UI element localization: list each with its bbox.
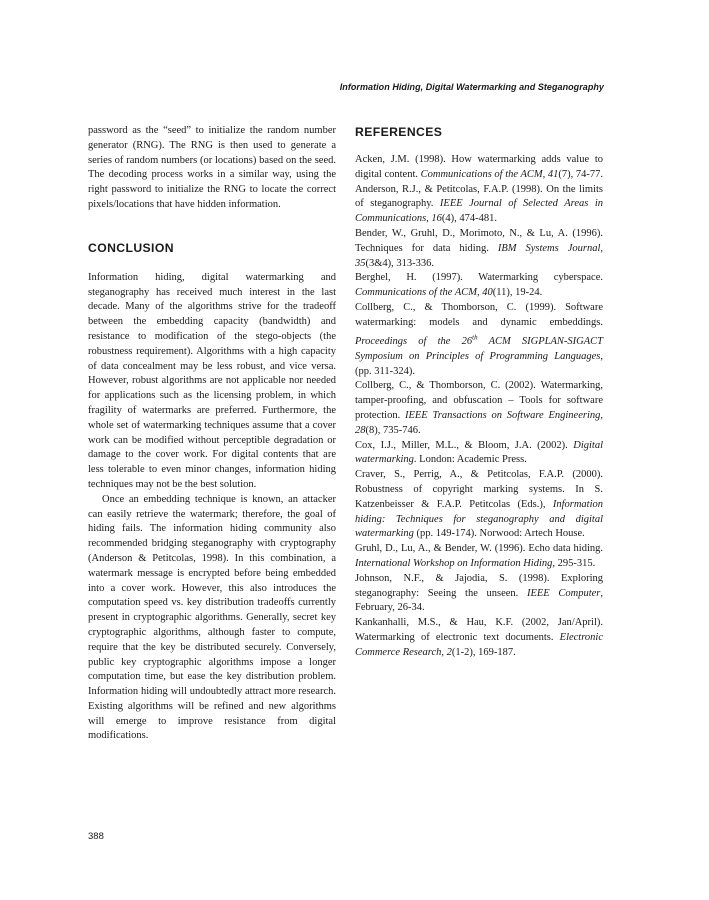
reference-source: IEEE Transactions on Software Engineering, 28 (355, 410, 603, 436)
reference-details: , (pp. 311-324). (355, 350, 603, 377)
references-heading: REFERENCES (355, 125, 443, 139)
reference-details: (7), 74-77. (558, 168, 604, 180)
reference-details: (pp. 149-174). Norwood: Artech House. (413, 528, 585, 540)
reference-authors-title: Collberg, C., & Thomborson, C. (1999). Software watermarking: models and dynamic embeddings. (355, 301, 603, 328)
page-number: 388 (88, 831, 104, 842)
reference-source: Proceedings of the 26th ACM SIGPLAN-SIGACT Symposium on Principles of Programming Languages (355, 333, 603, 362)
ordinal-suffix: th (472, 333, 478, 342)
reference-details: (11), 19-24. (492, 287, 543, 299)
reference-source: Digital watermarking (355, 439, 603, 466)
conclusion-heading: CONCLUSION (88, 240, 174, 255)
reference-authors-title: Collberg, C., & Thomborson, C. (2002). Watermarking, tamper-proofing, and obfuscation – Tools for software protection. (355, 380, 603, 422)
reference-entry (355, 183, 603, 227)
intro-paragraph: password as the “seed” to initialize the random number generator (RNG). The RNG is then used to generate a series of random numbers (or locations) based on the seed. The decoding process works in a similar way, using the right password to initialize the RNG to locate the correct pixels/locations that have hidden information. (88, 125, 336, 210)
reference-source: Communications of the ACM, 40 (355, 287, 493, 299)
left-column (88, 124, 336, 744)
reference-entry (355, 572, 603, 616)
reference-authors-title: Cox, I.J., Miller, M.L., & Bloom, J.A. (2002). (355, 439, 574, 451)
reference-authors-title: Gruhl, D., Lu, A., & Bender, W. (1996). Echo data hiding. (355, 543, 603, 555)
reference-details: , 295-315. (552, 558, 596, 570)
reference-entry (355, 271, 603, 301)
reference-source: IEEE Computer (526, 587, 601, 599)
conclusion-paragraph-2: Once an embedding technique is known, an attacker can easily retrieve the watermark; therefore, the goal of hiding fails. The information hiding community also recommended bridging steganography with cryptography (Anderson & Petitcolas, 1998). In this combination, a watermark message is encrypted before being embedded into a cover work. However, this also introduces the computation speed vs. key distribution tradeoffs currently present in cryptographic algorithms. Generally, secret key cryptographic algorithms, although faster to compute, require that the key be distributed securely. Conversely, public key cryptographic algorithms impose a longer computation time, but ease the key distribution problem. Information hiding will undoubtedly attract more research. Existing algorithms will be refined and new algorithms will emerge to improve resistance from digital modifications. (88, 493, 336, 742)
reference-source: International Workshop on Information Hiding (355, 558, 553, 570)
reference-entry (355, 379, 603, 438)
reference-details: , February, 26-34. (355, 587, 603, 614)
reference-authors-title: Berghel, H. (1997). Watermarking cyberspace. (355, 272, 603, 284)
reference-source: Communications of the ACM, 41 (420, 168, 559, 180)
reference-source: Information hiding: Techniques for steganography and digital watermarking (355, 498, 603, 540)
reference-entry (355, 153, 603, 183)
reference-authors-title: Anderson, R.J., & Petitcolas, F.A.P. (1998). On the limits of steganography. (355, 183, 603, 210)
conclusion-paragraph-1: Information hiding, digital watermarking and steganography has received much interest in the last decade. Many of the algorithms strive for the tradeoff between the embedding capacity (bandwidth) and resistance to modification of the stego-objects (the robustness requirement). Algorithms with a high capacity of data concealment may be less robust, and vice versa. However, robust algorithms are not applicable nor needed for applications such as the licensing problem, in which fragility of watermarks are preferred. Furthermore, the whole set of watermarking techniques assume that a cover work can be modified without perceptible degradation or damage to the cover work. For digital contents that are less tolerable to even minor changes, information hiding techniques may not be the best solution. (88, 271, 336, 490)
reference-authors-title: Bender, W., Gruhl, D., Morimoto, N., & Lu, A. (1996). Techniques for data hiding. (355, 227, 603, 254)
reference-authors-title: Acken, J.M. (1998). How watermarking adds value to digital content. (355, 154, 603, 180)
reference-source: IBM Systems Journal, 35 (355, 242, 603, 269)
reference-authors-title: Craver, S., Perrig, A., & Petitcolas, F.A.P. (2000). Robustness of copyright marking systems. In S. Katzenbeisser & F.A.P. Petitcolas (Eds.), (355, 469, 603, 510)
reference-authors-title: Kankanhalli, M.S., & Hau, K.F. (2002, Jan/April). Watermarking of electronic text documents. (355, 617, 603, 643)
running-head: Information Hiding, Digital Watermarking and Steganography (339, 82, 604, 92)
reference-list (355, 153, 603, 661)
reference-entry (355, 616, 603, 660)
reference-entry (355, 439, 603, 469)
reference-source: IEEE Journal of Selected Areas in Communications, 16 (355, 198, 603, 225)
reference-details: (4), 474-481. (441, 213, 498, 225)
reference-details: (3&4), 313-336. (365, 257, 435, 269)
references-column (355, 124, 603, 661)
reference-source: Electronic Commerce Research, 2 (355, 632, 603, 658)
reference-entry (355, 542, 603, 572)
reference-details: (8), 735-746. (365, 424, 421, 436)
reference-details: (1-2), 169-187. (451, 646, 516, 658)
reference-details: . London: Academic Press. (413, 454, 527, 466)
reference-entry (355, 227, 603, 271)
reference-entry (355, 301, 603, 379)
reference-entry (355, 468, 603, 542)
reference-authors-title: Johnson, N.F., & Jajodia, S. (1998). Exploring steganography: Seeing the unseen. (355, 572, 603, 599)
